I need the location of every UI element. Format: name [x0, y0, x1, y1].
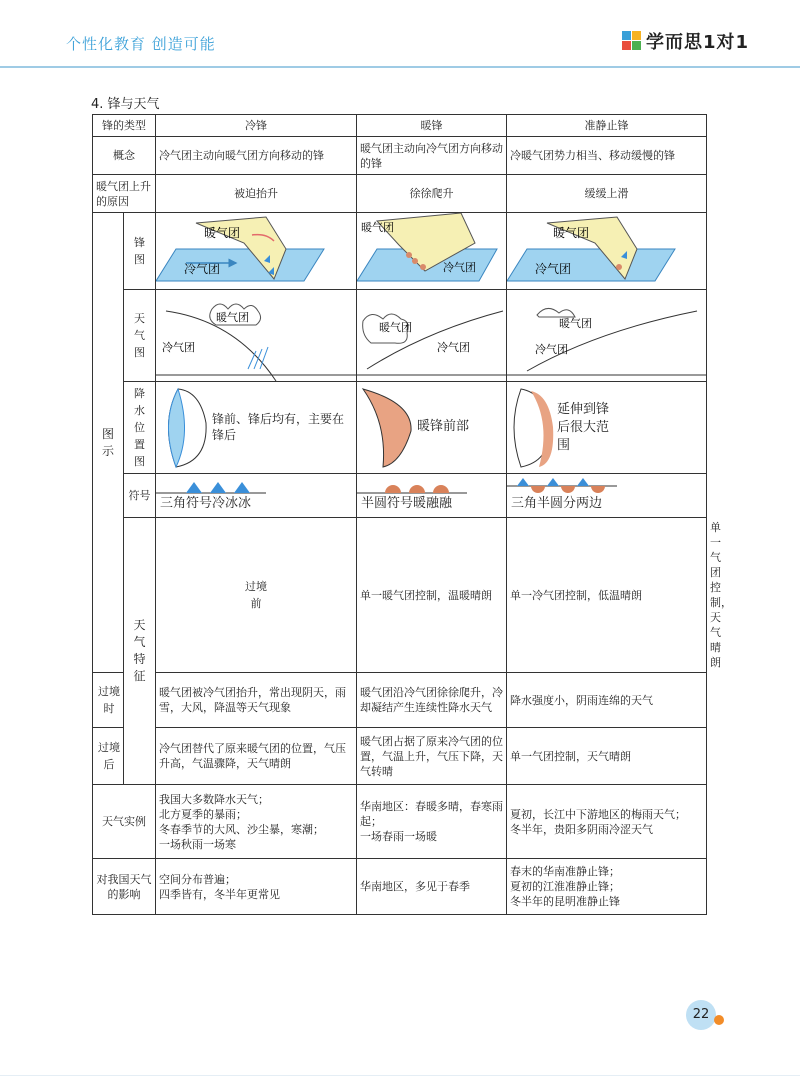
- rise-stationary: 缓缓上滑: [507, 175, 707, 213]
- logo-mark-icon: [622, 31, 642, 51]
- impact-line: 四季皆有，冬半年更常见: [159, 887, 280, 901]
- row-label-front-diagram: 锋图: [124, 213, 156, 290]
- example-line: 北方夏季的暴雨；: [159, 807, 247, 821]
- fronts-table: [92, 114, 732, 915]
- front-diagram-warm: [357, 213, 507, 290]
- examples-warm: [357, 785, 507, 859]
- logo-text: 学而思1对1: [646, 32, 750, 53]
- col-header-stationary: 准静止锋: [507, 115, 707, 137]
- concept-stationary: 冷暖气团势力相当、移动缓慢的锋: [507, 137, 707, 175]
- example-line: 一场秋雨一场寒: [159, 837, 236, 851]
- example-line: 冬春季节的大风、沙尘暴，寒潮；: [159, 822, 324, 836]
- cold-air-label: 冷气团: [443, 261, 476, 274]
- row-label-impact: 对我国天气的影响: [93, 859, 156, 915]
- page-header: [0, 0, 800, 68]
- row-label-rise: 暖气团上升的原因: [93, 175, 156, 213]
- impact-stationary: [507, 859, 707, 915]
- group-label-features: 天气特征: [124, 518, 156, 785]
- warm-air-label: 暖气团: [553, 226, 590, 240]
- stationary-front-symbol-icon: [507, 478, 706, 494]
- example-line: 我国大多数降水天气；: [159, 792, 269, 806]
- cold-air-label: 冷气团: [535, 262, 572, 276]
- before-row: 天气特征 过境前 单一暖气团控制，温暖晴朗 单一冷气团控制，低温晴朗 单一气团控制，天气晴朗: [93, 518, 707, 673]
- after-cold: 冷气团替代了原来暖气团的位置，气压升高，气温骤降，天气晴朗: [156, 728, 357, 785]
- col-header-cold: 冷锋: [156, 115, 357, 137]
- front-diagram-stationary: [507, 213, 707, 290]
- symbol-warm-text: 半圆符号暖融融: [361, 496, 453, 511]
- precip-stationary-text: 延伸到锋后很大范围: [557, 401, 610, 453]
- impact-cold: [156, 859, 357, 915]
- front-diagram-row: [93, 213, 707, 290]
- weather-diagram-warm: [357, 290, 507, 382]
- row-label-concept: 概念: [93, 137, 156, 175]
- before-cold: 单一暖气团控制，温暖晴朗: [357, 518, 507, 673]
- during-row: [93, 673, 707, 728]
- impact-line: 夏初的江淮准静止锋；: [510, 880, 620, 893]
- cold-air-label: 冷气团: [184, 262, 221, 276]
- col-header-warm: 暖锋: [357, 115, 507, 137]
- examples-row: [93, 785, 707, 859]
- row-label-after: 过境后: [93, 728, 124, 785]
- warm-air-label: 暖气团: [216, 310, 249, 324]
- weather-diagram-cold: [156, 290, 357, 382]
- weather-diagram-stationary: [507, 290, 707, 382]
- front-diagram-cold: [156, 213, 357, 290]
- concept-row: [93, 137, 707, 175]
- precip-row: [93, 382, 707, 474]
- header-row: [93, 115, 707, 137]
- cold-front-symbol-icon: [156, 478, 356, 494]
- rise-cold: 被迫抬升: [156, 175, 357, 213]
- before-warm: 单一冷气团控制，低温晴朗: [507, 518, 707, 673]
- footer-rule: [0, 1075, 800, 1076]
- impact-line: 冬半年的昆明准静止锋: [510, 895, 620, 908]
- row-label-examples: 天气实例: [93, 785, 156, 859]
- rise-row: [93, 175, 707, 213]
- example-line: 夏初，长江中下游地区的梅雨天气；: [510, 807, 686, 821]
- row-label-symbol: 符号: [124, 474, 156, 518]
- group-label-diagrams: 图示: [93, 213, 124, 673]
- impact-warm: 华南地区，多见于春季: [357, 859, 507, 915]
- precip-warm-shape-icon: [357, 383, 417, 473]
- page-number: 22: [686, 1000, 716, 1030]
- impact-line: 春末的华南准静止锋；: [510, 865, 620, 878]
- col-header-type: 锋的类型: [93, 115, 156, 137]
- examples-stationary: [507, 785, 707, 859]
- symbol-cold-text: 三角符号冷冰冰: [160, 496, 252, 511]
- rise-warm: 徐徐爬升: [357, 175, 507, 213]
- symbol-stationary: [507, 474, 707, 518]
- cold-air-label: 冷气团: [437, 340, 470, 354]
- warm-air-label: 暖气团: [379, 320, 412, 334]
- warm-air-label: 暖气团: [204, 226, 241, 240]
- example-line: 冬半年，贵阳多阴雨冷涩天气: [510, 822, 653, 836]
- example-line: 一场春雨一场暖: [360, 830, 437, 843]
- during-warm: 暖气团沿冷气团徐徐爬升，冷却凝结产生连续性降水天气: [357, 673, 507, 728]
- row-label-weather-diagram: 天气图: [124, 290, 156, 382]
- examples-cold: [156, 785, 357, 859]
- warm-air-label: 暖气团: [361, 221, 394, 234]
- during-cold: 暖气团被冷气团抬升，常出现阴天，雨雪，大风，降温等天气现象: [156, 673, 357, 728]
- symbol-cold: [156, 474, 357, 518]
- example-line: 华南地区：春暖多晴，春寒雨起；: [360, 800, 503, 828]
- during-stationary: 降水强度小，阴雨连绵的天气: [507, 673, 707, 728]
- after-warm: 暖气团占据了原来冷气团的位置，气温上升，气压下降，天气转晴: [357, 728, 507, 785]
- row-label-precip: 降水位置图: [124, 382, 156, 474]
- symbol-stationary-text: 三角半圆分两边: [511, 496, 603, 511]
- weather-diagram-row: [93, 290, 707, 382]
- precip-cold-shape-icon: [156, 383, 216, 473]
- section-title: 4. 锋与天气: [91, 97, 160, 112]
- after-stationary: 单一气团控制，天气晴朗: [507, 728, 707, 785]
- symbol-warm: [357, 474, 507, 518]
- after-row: [93, 728, 707, 785]
- impact-row: [93, 859, 707, 915]
- warm-air-label: 暖气团: [559, 316, 592, 330]
- precip-warm: [357, 382, 507, 474]
- header-rule: [0, 66, 800, 68]
- concept-cold: 冷气团主动向暖气团方向移动的锋: [156, 137, 357, 175]
- row-label-during: 过境时: [93, 673, 124, 728]
- warm-front-symbol-icon: [357, 478, 506, 494]
- precip-stationary: [507, 382, 707, 474]
- precip-warm-text: 暖锋前部: [417, 418, 470, 434]
- concept-warm: 暖气团主动向冷气团方向移动的锋: [357, 137, 507, 175]
- page-dot-icon: [714, 1015, 724, 1025]
- precip-cold: [156, 382, 357, 474]
- cold-air-label: 冷气团: [162, 340, 195, 354]
- slogan: 个性化教育 创造可能: [66, 35, 216, 53]
- cold-air-label: 冷气团: [535, 342, 568, 356]
- precip-cold-text: 锋前、锋后均有，主要在锋后: [212, 411, 345, 442]
- row-label-before: 过境前: [156, 518, 357, 673]
- symbol-row: [93, 474, 707, 518]
- logo: [622, 30, 749, 52]
- impact-line: 空间分布普遍；: [159, 872, 236, 886]
